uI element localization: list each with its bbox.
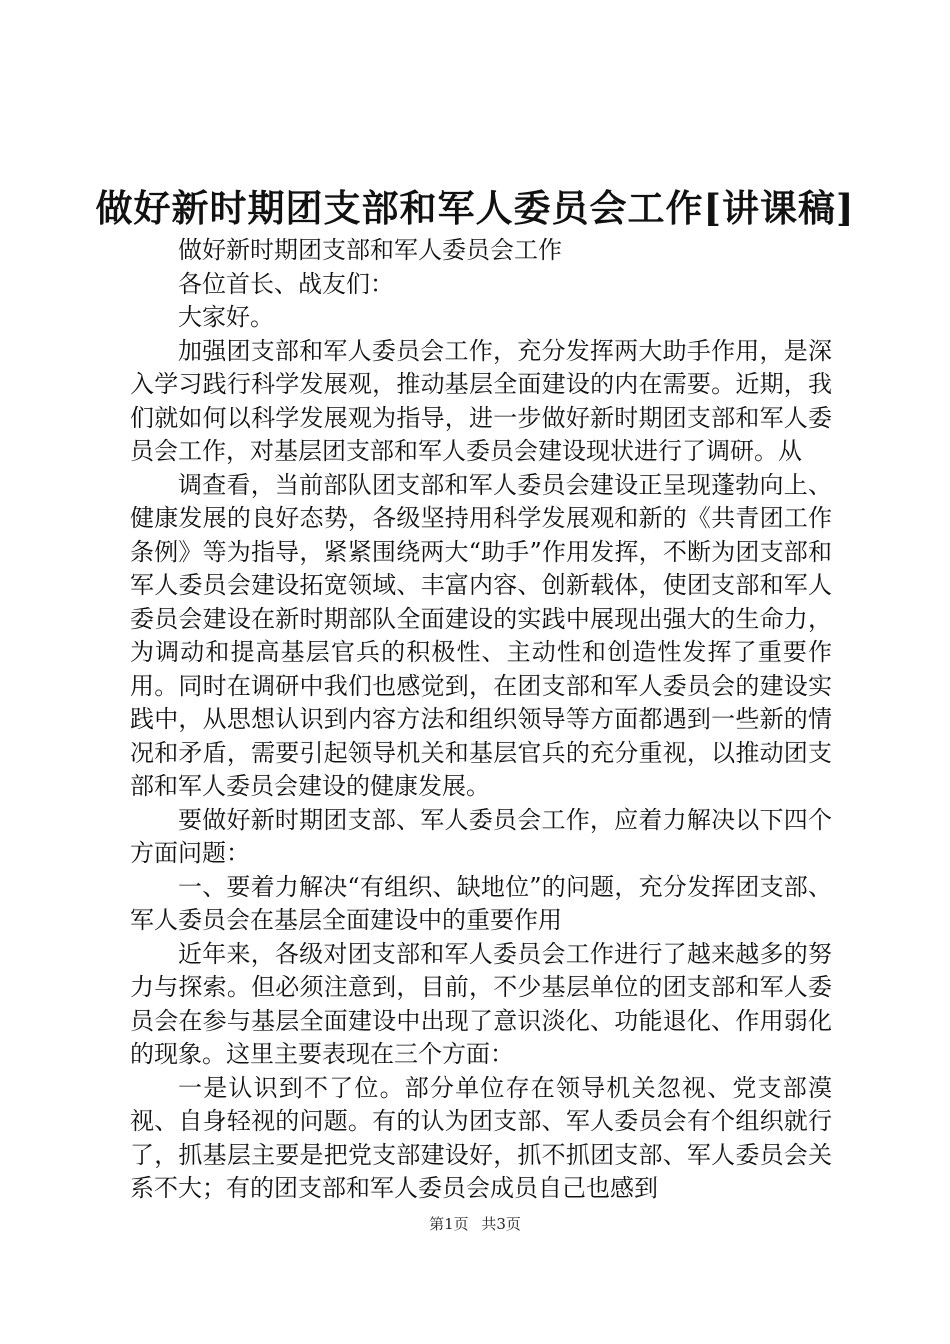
paragraph-survey: 调查看，当前部队团支部和军人委员会建设正呈现蓬勃向上、健康发展的良好态势，各级坚持用科学发展观和新的《共青团工作条例》等为指导，紧紧围绕两大“助手”作用发挥，不断为团支部和军人委员会建设拓宽领域、丰富内容、创新载体，使团支部和军人委员会建设在新时期部队全面建设的实践中展现出强大的生命力，为调动和提高基层官兵的积极性、主动性和创造性发挥了重要作用。同时在调研中我们也感觉到，在团支部和军人委员会的建设实践中，从思想认识到内容方法和组织领导等方面都遇到一些新的情况和矛盾，需要引起领导机关和基层官兵的充分重视，以推动团支部和军人委员会建设的健康发展。: [130, 470, 832, 800]
paragraph-greeting: 大家好。: [178, 303, 274, 331]
paragraph-recent-years: 近年来，各级对团支部和军人委员会工作进行了越来越多的努力与探索。但必须注意到，目前，不少基层单位的团支部和军人委员会在参与基层全面建设中出现了意识淡化、功能退化、作用弱化的现象。这里主要表现在三个方面：: [130, 939, 832, 1068]
paragraph-four-issues: 要做好新时期团支部、军人委员会工作，应着力解决以下四个方面问题：: [130, 805, 832, 867]
document-title: 做好新时期团支部和军人委员会工作[讲课稿]: [95, 186, 855, 230]
page-number: 第1页: [429, 1215, 469, 1233]
paragraph-heading-repeat: 做好新时期团支部和军人委员会工作: [178, 236, 562, 264]
page-footer: [0, 1214, 950, 1234]
page-total: 共3页: [481, 1215, 521, 1233]
document-body: [130, 234, 832, 1206]
paragraph-point-one: 一是认识到不了位。部分单位存在领导机关忽视、党支部漠视、自身轻视的问题。有的认为团支部、军人委员会有个组织就行了，抓基层主要是把党支部建设好，抓不抓团支部、军人委员会关系不大；有的团支部和军人委员会成员自己也感到: [130, 1073, 832, 1202]
paragraph-intro: 加强团支部和军人委员会工作，充分发挥两大助手作用，是深入学习践行科学发展观，推动基层全面建设的内在需要。近期，我们就如何以科学发展观为指导，进一步做好新时期团支部和军人委员会工作，对基层团支部和军人委员会建设现状进行了调研。从: [130, 336, 832, 465]
paragraph-section-one-heading: 一、要着力解决“有组织、缺地位”的问题，充分发挥团支部、军人委员会在基层全面建设中的重要作用: [130, 872, 832, 934]
paragraph-salutation: 各位首长、战友们：: [178, 269, 394, 298]
